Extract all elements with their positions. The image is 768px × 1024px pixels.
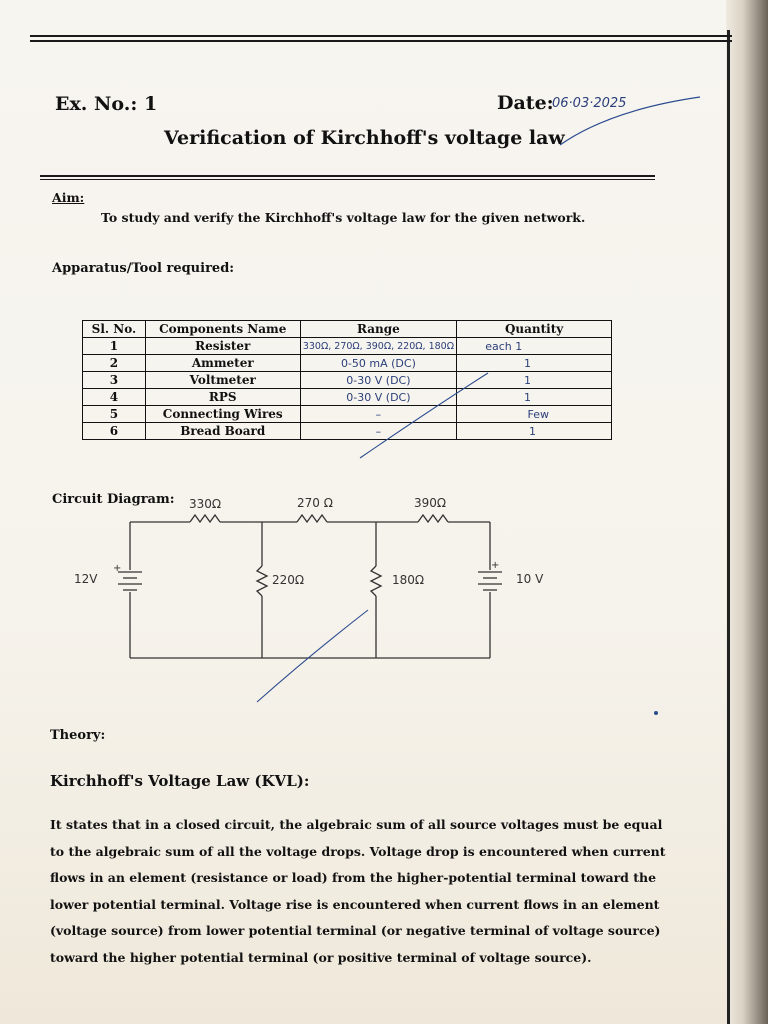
table-row — [83, 423, 612, 440]
cell-sl: 5 — [83, 406, 146, 423]
cell-name: Connecting Wires — [145, 406, 300, 423]
top-rule-2 — [30, 40, 732, 42]
apparatus-table — [82, 320, 612, 440]
cell-qty: 1 — [457, 389, 612, 406]
cell-name: RPS — [145, 389, 300, 406]
cell-name: Bread Board — [145, 423, 300, 440]
cell-sl: 3 — [83, 372, 146, 389]
label-270: 270 Ω — [297, 496, 333, 510]
cell-range: 330Ω, 270Ω, 390Ω, 220Ω, 180Ω — [300, 338, 457, 355]
ink-dot — [654, 711, 658, 715]
kvl-subheading: Kirchhoff's Voltage Law (KVL): — [50, 772, 310, 790]
cell-sl: 2 — [83, 355, 146, 372]
resistor-390-symbol — [418, 515, 448, 522]
table-row — [83, 389, 612, 406]
resistor-270-symbol — [297, 515, 327, 522]
column-header: Components Name — [145, 321, 300, 338]
cell-sl: 6 — [83, 423, 146, 440]
cell-qty: 1 — [457, 355, 612, 372]
cell-range: 0-50 mA (DC) — [300, 355, 457, 372]
cell-qty: 1 — [457, 372, 612, 389]
cell-range: – — [300, 423, 457, 440]
cell-qty: each 1 — [457, 338, 612, 355]
top-rule-1 — [30, 35, 732, 37]
cell-qty: 1 — [457, 423, 612, 440]
cell-sl: 1 — [83, 338, 146, 355]
cell-name: Voltmeter — [145, 372, 300, 389]
table-header-row — [83, 321, 612, 338]
cell-qty: Few — [457, 406, 612, 423]
plus-sign: + — [113, 563, 122, 574]
column-header: Range — [300, 321, 457, 338]
circuit-diagram — [0, 480, 700, 680]
page-binding-shadow — [726, 0, 768, 1024]
label-220: 220Ω — [272, 573, 305, 587]
resistor-220-symbol — [257, 566, 267, 596]
theory-paragraph: It states that in a closed circuit, the algebraic sum of all source voltages must be equal to the algebraic sum of all the voltage drops. Voltage drop is encountered when current flows in an element (resistance or load) from the higher-potential terminal toward the lower potential terminal. Voltage rise is encountered when current flows in an element (voltage source) from lower potential terminal (or negative terminal of voltage source) toward the higher potential terminal (or positive terminal of voltage source). — [50, 817, 666, 965]
cell-range: 0-30 V (DC) — [300, 389, 457, 406]
cell-name: Resister — [145, 338, 300, 355]
page-border-right — [727, 30, 730, 1024]
table-row — [83, 355, 612, 372]
ex-no: Ex. No.: 1 — [55, 93, 158, 115]
title-rule-2 — [40, 179, 655, 180]
table-row — [83, 372, 612, 389]
aim-heading: Aim: — [52, 190, 85, 205]
date-label: Date: — [497, 92, 554, 114]
label-10v: 10 V — [516, 572, 544, 586]
table-row — [83, 338, 612, 355]
label-12v: 12V — [74, 572, 98, 586]
resistor-180-symbol — [371, 566, 381, 596]
theory-heading: Theory: — [50, 728, 106, 743]
cell-range: – — [300, 406, 457, 423]
column-header: Quantity — [457, 321, 612, 338]
cell-range: 0-30 V (DC) — [300, 372, 457, 389]
aim-text: To study and verify the Kirchhoff's voltage law for the given network. — [101, 210, 586, 225]
date-value: 06·03·2025 — [552, 96, 627, 111]
label-330: 330Ω — [189, 497, 222, 511]
column-header: Sl. No. — [83, 321, 146, 338]
plus-sign: + — [491, 560, 500, 571]
resistor-330-symbol — [190, 515, 220, 522]
table-row — [83, 406, 612, 423]
apparatus-heading: Apparatus/Tool required: — [52, 261, 235, 276]
label-180: 180Ω — [392, 573, 425, 587]
page-title: Verification of Kirchhoff's voltage law — [164, 127, 565, 149]
title-rule-1 — [40, 175, 655, 177]
cell-name: Ammeter — [145, 355, 300, 372]
cell-sl: 4 — [83, 389, 146, 406]
circuit-heading: Circuit Diagram: — [52, 492, 175, 507]
label-390: 390Ω — [414, 496, 447, 510]
